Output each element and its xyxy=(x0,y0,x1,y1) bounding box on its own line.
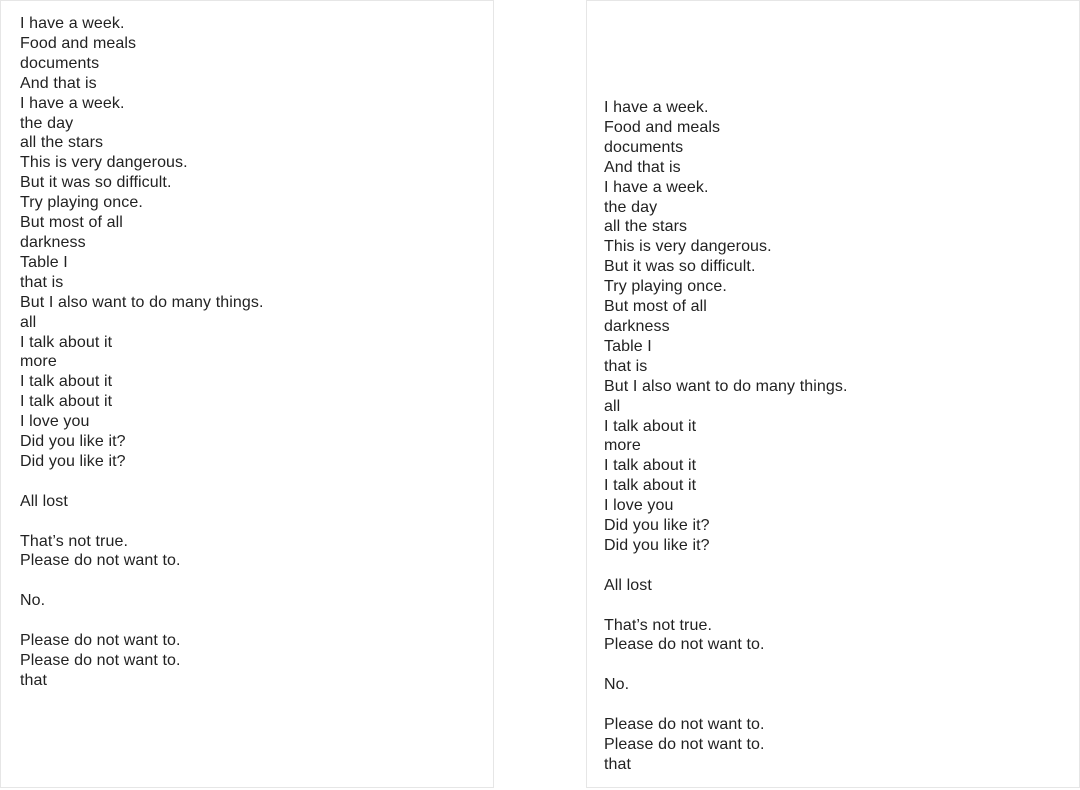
text-line: I love you xyxy=(604,497,674,515)
text-line: Please do not want to. xyxy=(20,552,181,570)
text-line xyxy=(604,596,848,616)
document-page-left xyxy=(0,0,494,788)
text-line: Please do not want to. xyxy=(20,632,181,650)
text-line: that is xyxy=(20,273,64,291)
text-line: No. xyxy=(604,676,630,694)
text-line: But I also want to do many things. xyxy=(604,377,848,395)
text-line xyxy=(20,571,264,591)
text-line: Please do not want to. xyxy=(604,716,765,734)
text-line: But most of all xyxy=(20,214,123,232)
text-line: I have a week. xyxy=(20,94,125,112)
text-line: all the stars xyxy=(604,218,688,236)
text-line: that xyxy=(20,671,48,689)
text-line: that is xyxy=(604,357,648,375)
text-line: all the stars xyxy=(20,134,104,152)
text-line xyxy=(20,512,264,532)
text-line: But I also want to do many things. xyxy=(20,293,264,311)
text-line: that xyxy=(604,755,632,773)
text-line: I have a week. xyxy=(20,15,125,32)
text-line: Please do not want to. xyxy=(604,636,765,654)
text-line: Please do not want to. xyxy=(604,735,765,753)
text-line: I talk about it xyxy=(604,417,697,435)
text-line: Did you like it? xyxy=(604,536,710,554)
text-line: darkness xyxy=(604,317,670,335)
text-line: more xyxy=(20,353,57,371)
text-line: And that is xyxy=(20,74,97,92)
text-line: Try playing once. xyxy=(20,194,143,212)
text-line: This is very dangerous. xyxy=(20,154,188,172)
text-line: darkness xyxy=(20,233,86,251)
text-line xyxy=(604,655,848,675)
page-text-right xyxy=(604,98,848,775)
text-line: documents xyxy=(20,54,100,72)
text-line: No. xyxy=(20,592,46,610)
text-line: All lost xyxy=(20,492,68,510)
text-line: All lost xyxy=(604,576,652,594)
text-line: But it was so difficult. xyxy=(604,258,756,276)
text-line xyxy=(20,472,264,492)
text-line: Try playing once. xyxy=(604,278,727,296)
text-line: But most of all xyxy=(604,298,707,316)
page-text-left xyxy=(20,14,264,691)
text-line xyxy=(604,695,848,715)
document-page-right xyxy=(586,0,1080,788)
text-line: Did you like it? xyxy=(20,433,126,451)
text-line: That’s not true. xyxy=(20,532,129,550)
text-line: That’s not true. xyxy=(604,616,713,634)
text-line: I talk about it xyxy=(20,373,113,391)
text-line: I talk about it xyxy=(20,393,113,411)
text-line: all xyxy=(20,313,37,331)
text-line: This is very dangerous. xyxy=(604,238,772,256)
text-line: all xyxy=(604,397,621,415)
text-line: I have a week. xyxy=(604,99,709,116)
text-line: I talk about it xyxy=(20,333,113,351)
text-line: And that is xyxy=(604,158,681,176)
text-line: the day xyxy=(604,198,658,216)
text-line: Please do not want to. xyxy=(20,651,181,669)
text-line: the day xyxy=(20,114,74,132)
text-line: more xyxy=(604,437,641,455)
text-line: I talk about it xyxy=(604,477,697,495)
text-line: Did you like it? xyxy=(20,452,126,470)
text-line: I have a week. xyxy=(604,178,709,196)
text-line: Food and meals xyxy=(604,118,721,136)
text-line: Table I xyxy=(604,337,652,355)
text-line: Did you like it? xyxy=(604,517,710,535)
text-line: documents xyxy=(604,138,684,156)
text-line: I talk about it xyxy=(604,457,697,475)
text-line xyxy=(604,556,848,576)
text-line: Food and meals xyxy=(20,34,137,52)
text-line: I love you xyxy=(20,413,90,431)
text-line: But it was so difficult. xyxy=(20,174,172,192)
text-line: Table I xyxy=(20,253,68,271)
text-line xyxy=(20,611,264,631)
